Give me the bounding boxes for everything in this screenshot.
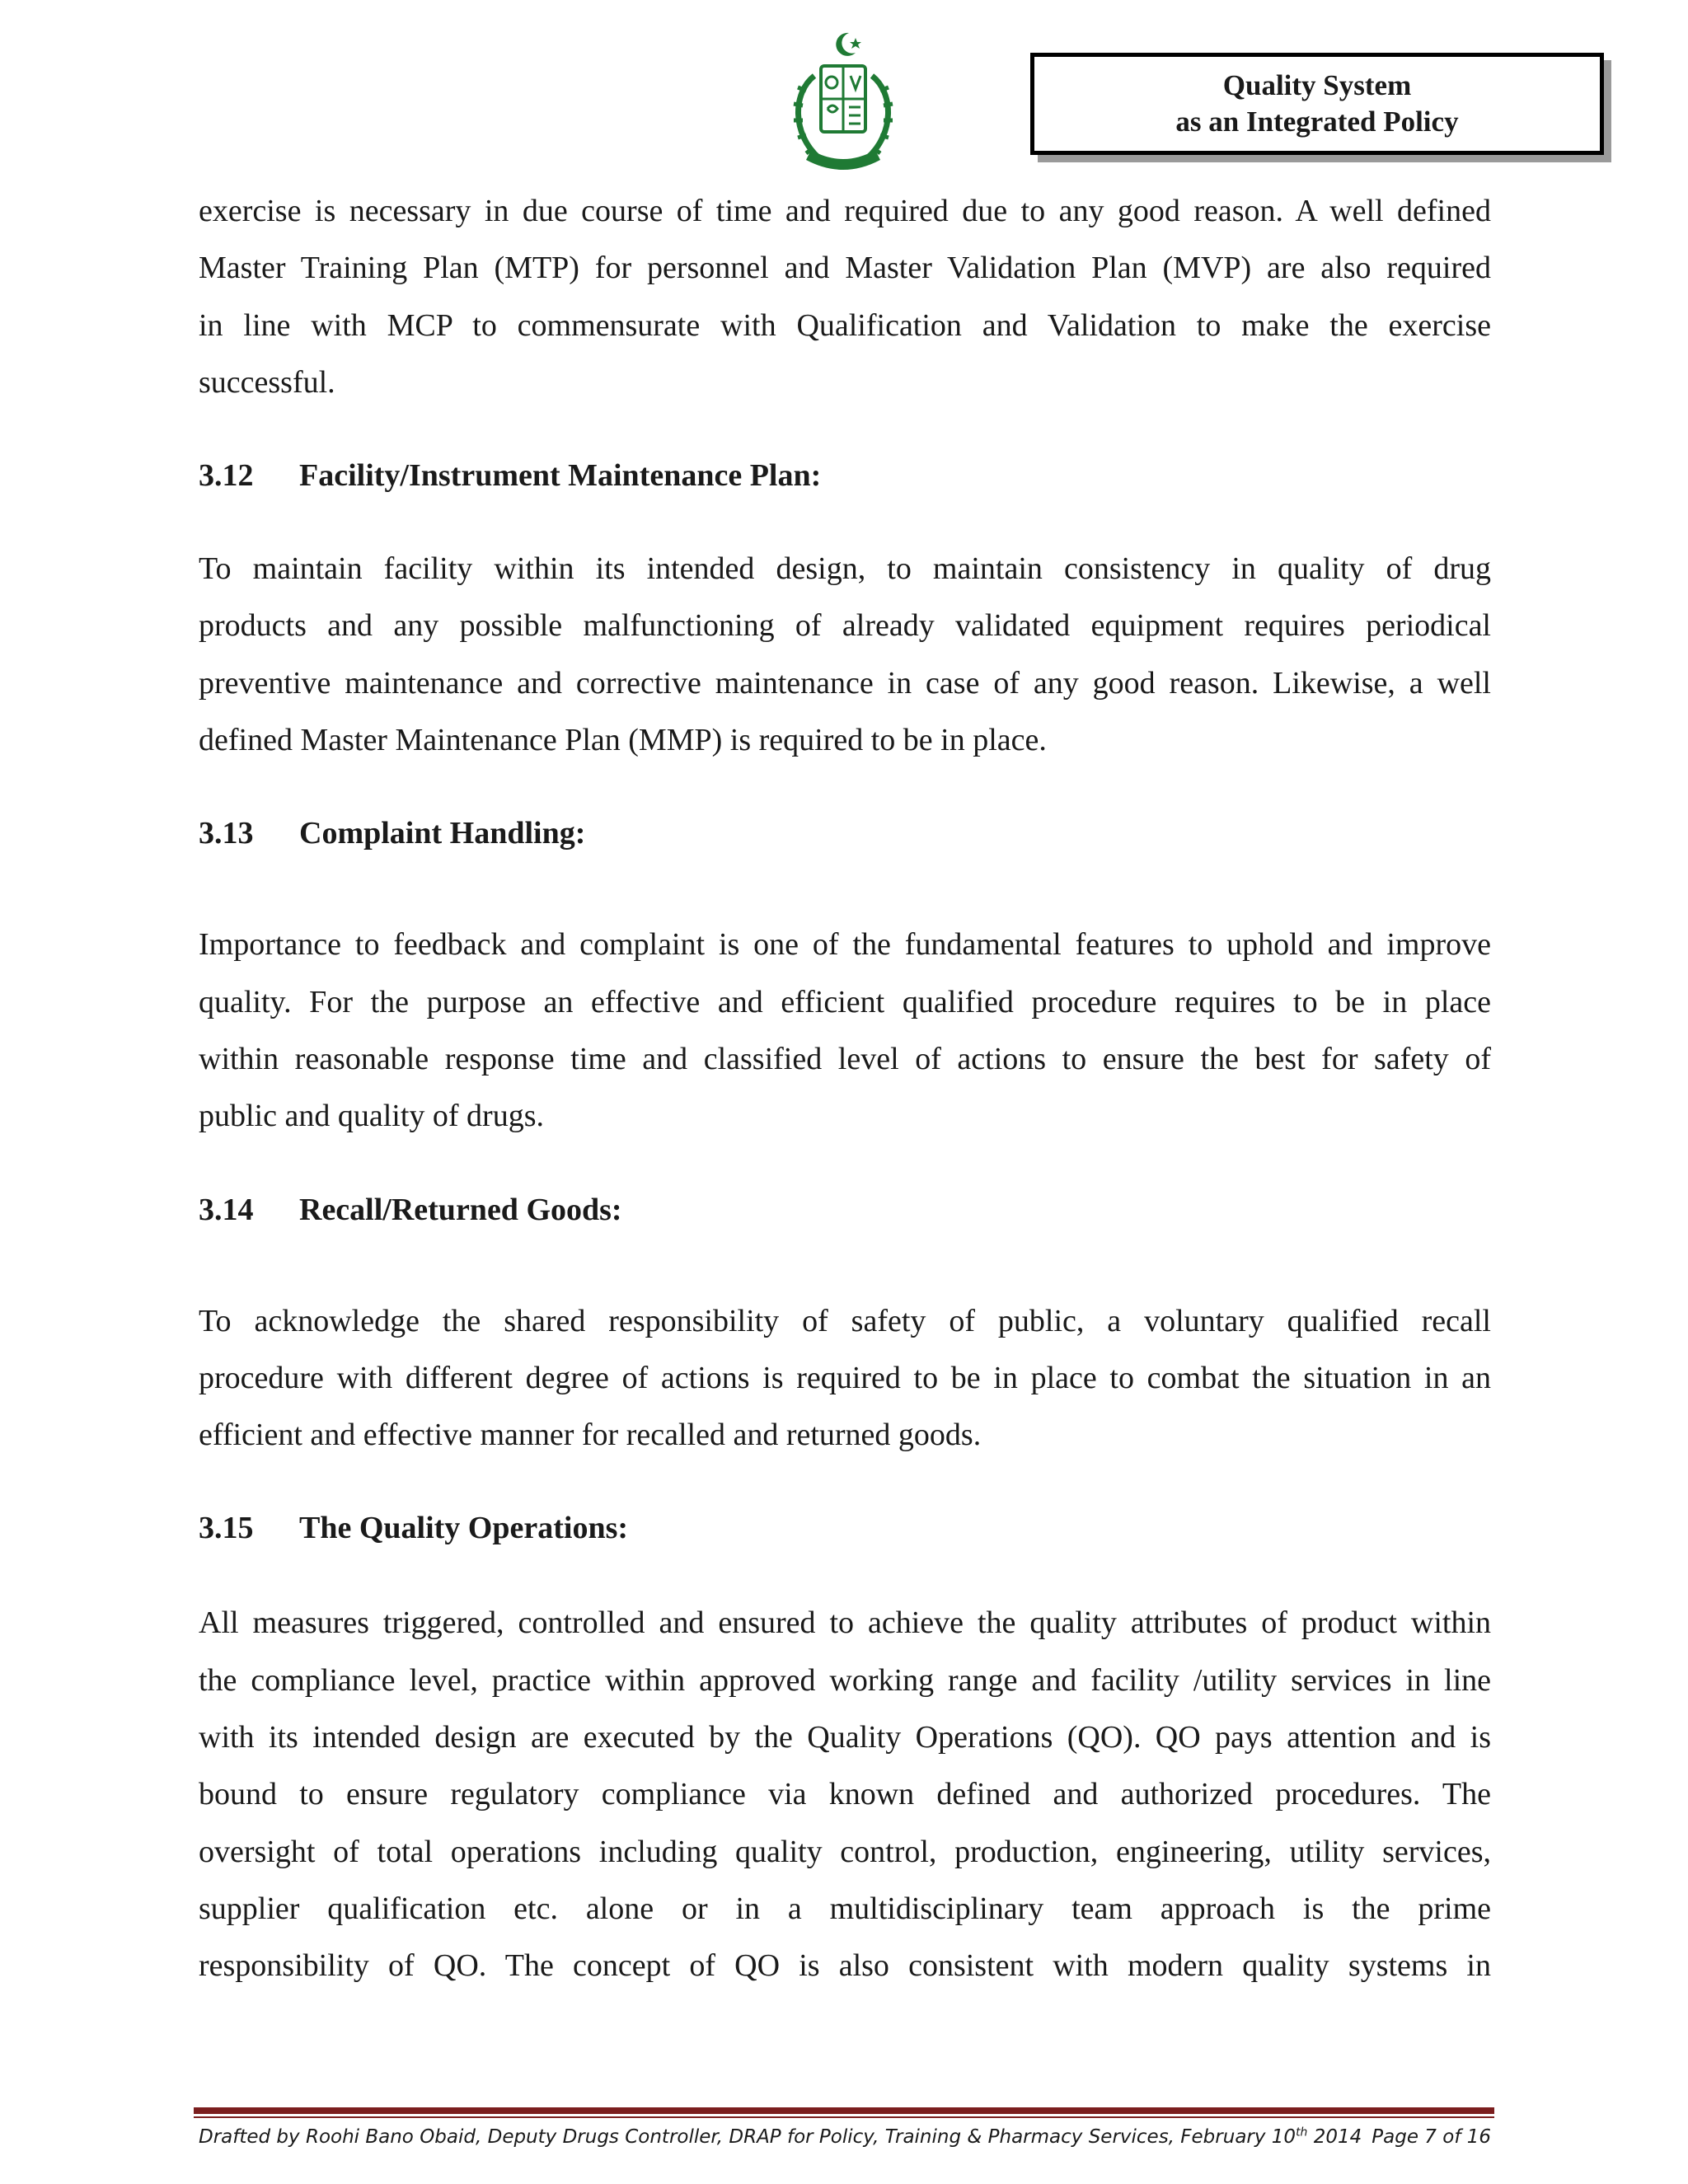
header-title-line1: Quality System xyxy=(1222,69,1412,101)
paragraph-line: products and any possible malfunctioning of already validated equipment requires periodical xyxy=(199,608,1491,644)
paragraph-line: successful. xyxy=(199,364,335,400)
section-number: 3.15 xyxy=(199,1511,254,1546)
section-heading-3-14 xyxy=(199,1182,1491,1239)
footer-credit xyxy=(199,2121,1362,2154)
paragraph-line: within reasonable response time and classified level of actions to ensure the best for safety of xyxy=(199,1041,1491,1076)
section-heading-3-15 xyxy=(199,1500,1491,1557)
document-header-box xyxy=(1030,53,1604,155)
footer-credit-text: Drafted by Roohi Bano Obaid, Deputy Drugs Controller, DRAP for Policy, Training & Pharmacy Services, February 10 xyxy=(199,2126,1296,2148)
paragraph-line: Master Training Plan (MTP) for personnel and Master Validation Plan (MVP) are also required xyxy=(199,251,1491,286)
paragraph-line: responsibility of QO. The concept of QO is also consistent with modern quality systems in xyxy=(199,1948,1491,1984)
state-emblem-logo xyxy=(781,26,905,173)
section-heading-3-12 xyxy=(199,448,1491,504)
paragraph-line: bound to ensure regulatory compliance via known defined and authorized procedures. The xyxy=(199,1777,1491,1812)
section-number: 3.14 xyxy=(199,1192,254,1227)
paragraph-line: efficient and effective manner for recalled and returned goods. xyxy=(199,1418,982,1453)
paragraph-line: All measures triggered, controlled and ensured to achieve the quality attributes of product within xyxy=(199,1605,1491,1641)
document-body xyxy=(199,183,1491,1995)
paragraph-line: in line with MCP to commensurate with Qualification and Validation to make the exercise xyxy=(199,307,1491,343)
section-paragraph-3-12 xyxy=(199,541,1491,769)
paragraph-line: with its intended design are executed by the Quality Operations (QO). QO pays attention and is xyxy=(199,1720,1491,1755)
paragraph-line: exercise is necessary in due course of time and required due to any good reason. A well defined xyxy=(199,194,1491,228)
header-title-line2: as an Integrated Policy xyxy=(1175,105,1459,138)
paragraph-line: the compliance level, practice within approved working range and facility /utility services in line xyxy=(199,1662,1491,1698)
section-title: The Quality Operations: xyxy=(299,1511,629,1546)
paragraph-line: defined Master Maintenance Plan (MMP) is required to be in place. xyxy=(199,723,1047,758)
paragraph-line: quality. For the purpose an effective and efficient qualified procedure requires to be in place xyxy=(199,984,1491,1019)
section-title: Facility/Instrument Maintenance Plan: xyxy=(299,458,822,494)
paragraph-line: To maintain facility within its intended design, to maintain consistency in quality of drug xyxy=(199,551,1491,587)
section-paragraph-3-13 xyxy=(199,916,1491,1145)
footer-divider-thick xyxy=(194,2107,1494,2114)
section-number: 3.12 xyxy=(199,458,254,494)
paragraph-line: procedure with different degree of actions is required to be in place to combat the situation in an xyxy=(199,1360,1491,1395)
paragraph-line: public and quality of drugs. xyxy=(199,1099,544,1134)
paragraph-line: oversight of total operations including quality control, production, engineering, utility services, xyxy=(199,1834,1491,1869)
section-number: 3.13 xyxy=(199,816,254,851)
paragraph-line: preventive maintenance and corrective maintenance in case of any good reason. Likewise, a well xyxy=(199,665,1491,701)
page-number: Page 7 of 16 xyxy=(1372,2126,1491,2148)
section-paragraph-3-15 xyxy=(199,1595,1491,1994)
section-title: Recall/Returned Goods: xyxy=(299,1192,622,1227)
section-title: Complaint Handling: xyxy=(299,816,586,851)
intro-paragraph xyxy=(199,183,1491,411)
paragraph-line: To acknowledge the shared responsibility of safety of public, a voluntary qualified recall xyxy=(199,1303,1491,1338)
footer-credit-ordinal: th xyxy=(1296,2125,1308,2139)
paragraph-line: supplier qualification etc. alone or in a multidisciplinary team approach is the prime xyxy=(199,1891,1491,1926)
footer-credit-year: 2014 xyxy=(1307,2126,1362,2148)
footer-divider-thin xyxy=(194,2116,1494,2118)
section-paragraph-3-14 xyxy=(199,1293,1491,1465)
paragraph-line: Importance to feedback and complaint is one of the fundamental features to uphold and improve xyxy=(199,927,1491,963)
section-heading-3-13 xyxy=(199,805,1491,862)
